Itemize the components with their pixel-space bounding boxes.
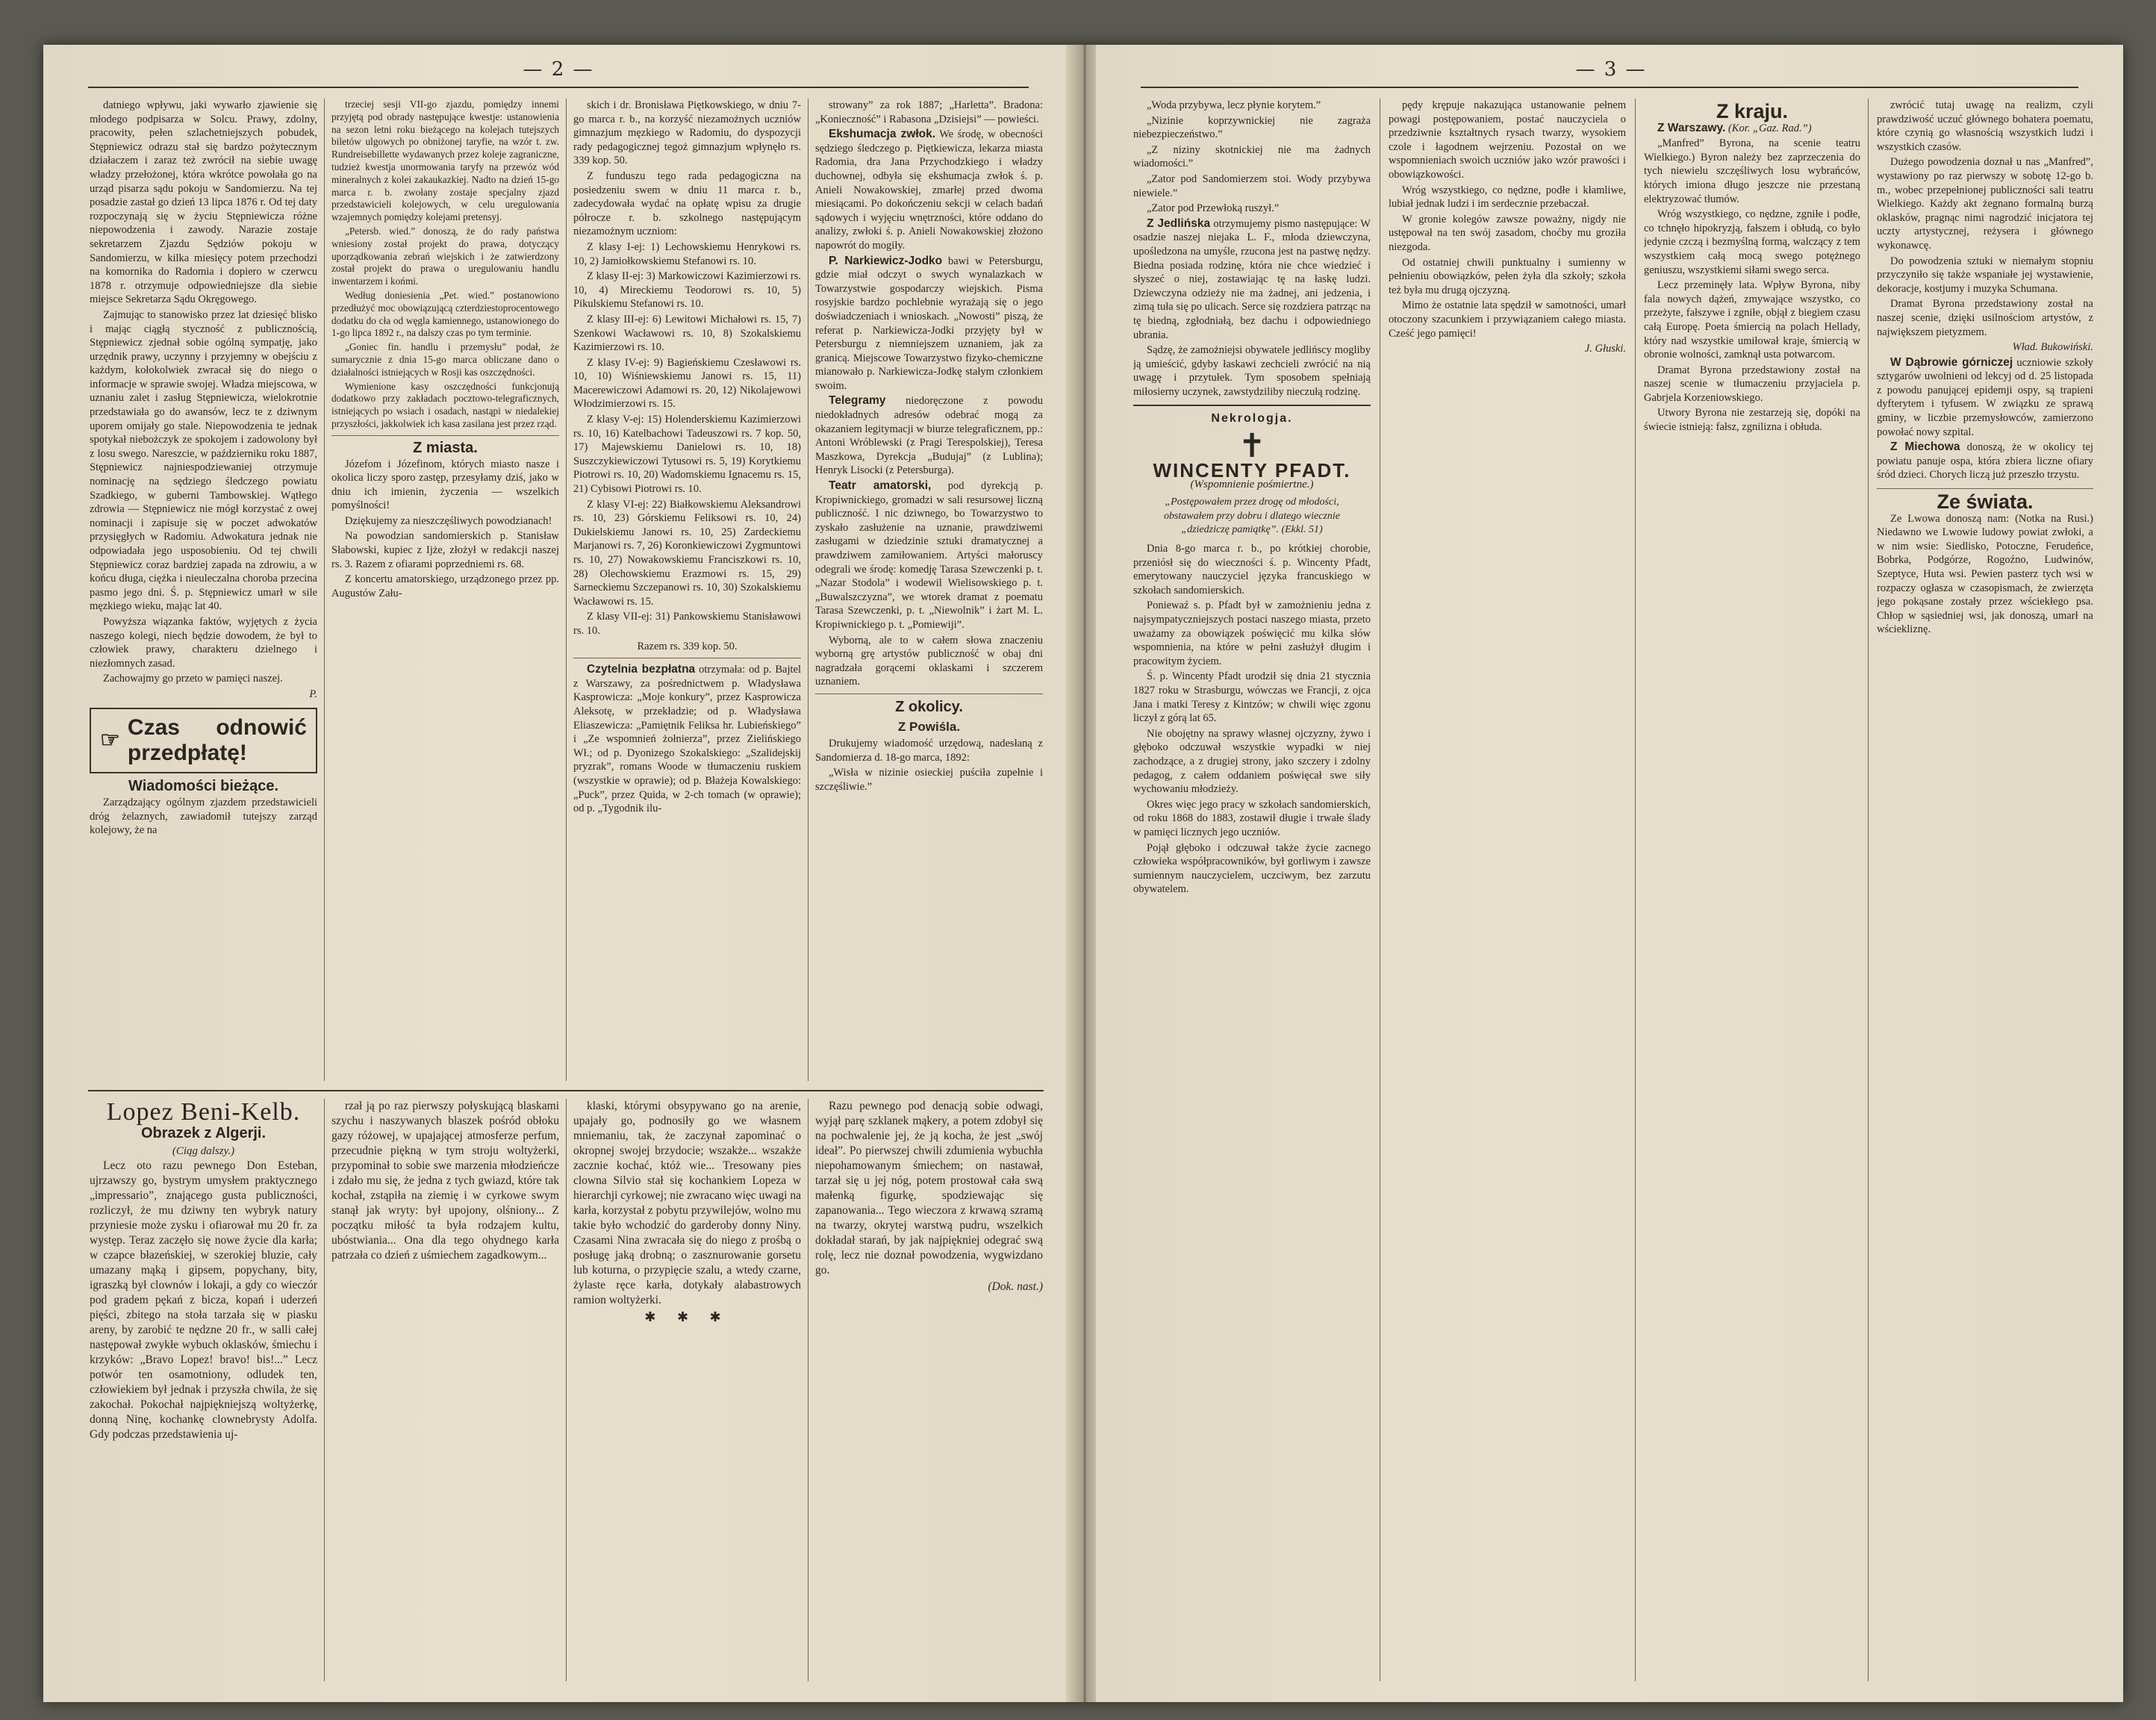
paragraph: uczniowie szkoły sztygarów uwolnieni od lekcyj od d. 25 listopada z powodu panującej epidemji ospy, są trapieni dyfterytem i tyfusem. W związku ze sprawą gminy, w liczbie przemysłowców, zamierzono powołać nowy szpital. bbox=[1877, 356, 2093, 438]
cross-icon: ✝ bbox=[1238, 428, 1266, 465]
column-divider bbox=[324, 1099, 325, 1681]
paragraph: Dziękujemy za nieszczęśliwych powodzianach! bbox=[345, 514, 552, 527]
paragraph: otrzymujemy pismo następujące: W osadzie naszej niejaka L. F., młoda dziewczyna, upośledzona na umyśle, rzucona jest na pastwę nędzy. Biedna posiada rodzinę, która nie chce wiedzieć i słyszeć o niej, zostawiając tę na łaskę ludzi. Dziewczyna odzieży nie ma żadnej, ani jedzenia, i zimą tuła się po ulicach. Serce się rozdziera patrząc na tę biedną, zgłodniałą, bez dachu i odpowiedniego ubrania. bbox=[1133, 217, 1371, 341]
paragraph: otrzymała: od p. Bajtel z Warszawy, za pośrednictwem p. Władysława Kasprowicza: „Moje konkury”, przez Kasprowicza Aleksotę, w przekładzie; od p. Władysława Eliaszewicza: „Pamiętnik Feliksa hr. Lubieńskiego” i „Ze wspomnień żołnierza”, przez Zielińskiego Wł.; od p. Dyonizego Szokalskiego: „Szalidejskij pryzrak”, romans Woode w tłumaczeniu ruskiem (wszystkie w oprawie); od p. Błażeja Kowalskiego: „Puck”, przez Quida, w 2-ch tomach (w oprawie); od p. „Tygodnik ilu- bbox=[573, 664, 801, 815]
paragraph: Z funduszu tego rada pedagogiczna na posiedzeniu swem w dniu 11 marca r. b., zadecydowała wydać na opłatę wpisu za drugie półrocze r. b. szkolnego następującym niezamożnym uczniom: bbox=[573, 169, 801, 238]
obituary-label: Nekrologja. bbox=[1211, 412, 1293, 426]
signature: P. bbox=[309, 688, 317, 700]
divider bbox=[1877, 488, 2093, 489]
paragraph: Wyborną, ale to w całem słowa znaczeniu wyborną grę artystów publiczność w obaj dni nagradzała gorącemi oklaskami i szczerem uznaniem. bbox=[815, 634, 1043, 688]
feuilleton-col-2 bbox=[331, 1099, 559, 1681]
paragraph: Według doniesienia „Pet. wied.” postanowiono przedłużyć moc obowiązującą czterdziestoprocentowego dodatku do cła od węgla kamiennego, ustanowionego do 1-go lipca 1892 r., na dalszy czas po tym terminie. bbox=[331, 289, 559, 339]
section-heading: Ekshumacja zwłok. bbox=[829, 128, 936, 141]
obituary-subtitle: (Wspomnienie pośmiertne.) bbox=[1190, 478, 1314, 490]
right-col-4 bbox=[1877, 99, 2093, 1681]
column-divider bbox=[566, 1099, 567, 1681]
paragraph: Razu pewnego pod denacją sobie odwagi, wyjął parę szklanek mąkery, a potem zdobył się na pochwalenie jej, że ją kocha, że jest „swój ideał”. Po pierwszej chwili zdumienia wybuchła niepohamowanym śmiechem; on nastawał, tarzał się u jej nóg, potem prostował cała swą małenką figurkę, spodziewając się zapanowania... Tego wieczora z krwawą szramą na twarzy, okrytej warstwą pudru, wszelkich dokładał starań, by jak najpiękniej odegrać swą rolę, lecz nie doznał powodzenia, wygwizdano go. bbox=[815, 1100, 1043, 1277]
paragraph: niedoręczone z powodu niedokładnych adresów odebrać mogą za okazaniem legitymacji w biurze telegraficznem, pp.: Antoni Wróblewski (z Pragi Terespolskiej), Teresa Maszkowa, Dyrekcja „Budujaj” (z Lublina); Henryk Lisocki (z Petersburga). bbox=[815, 395, 1043, 477]
paragraph: pędy krępuje nakazująca ustanowanie pełnem powagi postępowaniem, postać nauczyciela o przedziwnie kształtnych rysach twarzy, wysokiem czole i łagodnem wejrzeniu. Pozostał on we wspomnieniach swoich uczniów jako wzór prawości i obowiązkowości. bbox=[1389, 99, 1626, 181]
paragraph: Zachowajmy go przeto w pamięci naszej. bbox=[103, 673, 283, 685]
paragraph: „Z niziny skotnickiej nie ma żadnych wiadomości.” bbox=[1133, 143, 1371, 170]
left-col-2 bbox=[331, 99, 559, 1081]
paragraph: rzał ją po raz pierwszy połyskującą blaskami szychu i naszywanych blaszek pośród obłoku gazy różowej, w upajającej atmosferze perfum, przecudnie piękną w tym stroju woltyżerki, przypominał to sobie swe marzenia młodzieńcze i zdało mu się, że jedna z tych gwiazd, które tak kochał, zstąpiła na ziemię i w cyrkowe swym stanął jak wryty: był upojony, olśniony... Z początku miłość ta była rodzajem kultu, ubóstwiania... Ona dla tego ohydnego karła patrzała co dzień z uśmiechem zagadkowym... bbox=[331, 1100, 559, 1262]
section-heading: Wiadomości bieżące. bbox=[128, 777, 278, 794]
column-divider bbox=[1868, 99, 1869, 1681]
paragraph: Poniewaź s. p. Pfadt był w zamożnieniu jedna z najsympatyczniejszych postaci naszego miasta, przeto uważamy za obowiązek poświęcić mu kilka słów wspomnienia, na które w pełni zasłużył długim i pracowitym życiem. bbox=[1133, 599, 1371, 667]
paragraph: Z koncertu amatorskiego, urządzonego przez pp. Augustów Zału- bbox=[331, 573, 559, 599]
section-heading: W Dąbrowie górniczej bbox=[1890, 355, 2013, 369]
paragraph: Nie obojętny na sprawy własnej ojczyzny, żywo i głęboko odczuwał wszystkie wypadki w niej zachodzące, a z drugiej strony, jako szczery i zdolny pedagog, z całem oddaniem poświęcał swe siły wychowaniu młodzieży. bbox=[1133, 727, 1371, 796]
paragraph: W gronie kolegów zawsze poważny, nigdy nie ustępował na ten swój zasadom, choćby mu groziła niezgoda. bbox=[1389, 213, 1626, 253]
left-page bbox=[43, 45, 1074, 1702]
paragraph: bawi w Petersburgu, gdzie miał odczyt o swych wynalazkach w Towarzystwie gospodarczy wiejskich. Pisma rosyjskie bardzo pochlebnie wyrażają się o jego doświadczeniach i wnioskach. „Nowosti” piszą, że referat p. Narkiewicza-Jodki przyjęty był w Petersburgu z niemniejszem uznaniem, jak za granicą. Miejscowe Towarzystwo fizyko-chemiczne mianowało p. Narkiewicza-Jodkę stałym członkiem swoim. bbox=[815, 255, 1043, 392]
paragraph: „Manfred” Byrona, na scenie teatru Wielkiego.) Byron należy bez zaprzeczenia do tych niewielu szczęśliwych losu wybrańców, których imiona długo jeszcze nie przestaną elektryzować tłumów. bbox=[1644, 137, 1860, 205]
feuilleton-col-3 bbox=[573, 1099, 801, 1681]
paragraph: Ś. p. Wincenty Pfadt urodził się dnia 21 stycznia 1827 roku w Strasburgu, wówczas we Francji, z ojca Jana i matki Teresy z Kintzów; w chwili więc zgonu liczył z górą lat 65. bbox=[1133, 670, 1371, 725]
paragraph: Z klasy VI-ej: 22) Białkowskiemu Aleksandrowi rs. 10, 23) Górskiemu Feliksowi rs. 10, 24) Dukielskiemu Janowi rs. 10, 25) Zardeckiemu Marjanowi rs. 7, 26) Koronkiewiczowi Zygmuntowi rs. 10, 27) Nowakowskiemu Franciszkowi rs. 10, 28) Olechowskiemu Erazmowi rs. 15, 29) Sarneckiemu Szczepanowi rs. 10, 30) Szokalskiemu Wacławowi rs. 15. bbox=[573, 498, 801, 608]
paragraph: trzeciej sesji VII-go zjazdu, pomiędzy innemi przyjętą pod obrady następujące kwestje: ustanowienia na sezon letni roku bieżącego na kolejach tutejszych biletów ulgowych po obniżonej taryfie, na wzór t. zw. Rundreisebillette wydawanych przez koleje zagraniczne, tudzież kwestja unormowania taryfy na przewóz wód mineralnych z kolei zakaukazkiej. Nadto na dzień 15-go marca r. b. zwołany zostaje specjalny zjazd przedstawicieli kolejowych, w celu uregulowania wzajemnych pomiędzy kolejami pretensyj. bbox=[331, 99, 559, 223]
feuilleton-col-4 bbox=[815, 1099, 1043, 1681]
section-heading: Czytelnia bezpłatna bbox=[587, 663, 696, 676]
right-col-3 bbox=[1644, 99, 1860, 1681]
paragraph: „Woda przybywa, lecz płynie korytem.” bbox=[1147, 99, 1321, 111]
paragraph: pod dyrekcją p. Kropiwnickiego, gromadzi w sali resursowej liczną publiczność. I nic dziwnego, bo Towarzystwo to zyskało zasłużenie na uznanie, prawdziwemi zasługami w dziedzinie sztuki dramatycznej a prawdziwem zamiłowaniem. Artyści małoruscy odegrali we środę: komedję Tarasa Szewczenki p. t. „Nazar Stodola” i wodewil Wielisowskiego p. t. „Buwalszczyzna”, we wtorek dramat z poematu Tarasa Szewczenki, p. t. „Niewolnik” i żart M. L. Kropiwnickiego p. t. „Pomiewiji”. bbox=[815, 480, 1043, 631]
feuilleton-author: Lopez Beni-Kelb. bbox=[106, 1099, 301, 1126]
column-divider bbox=[566, 99, 567, 1081]
signature: Wład. Bukowiński. bbox=[2012, 341, 2093, 354]
paragraph: Wymienione kasy oszczędności funkcjonują dodatkowo przy zakładach pocztowo-telegraficznych, istniejących po wsiach i osadach, nastąpi w niedalekiej przyszłości, jakkolwiek ich kasa zasilana jest przez rząd. bbox=[331, 380, 559, 429]
paragraph: Do powodzenia sztuki w niemałym stopniu przyczyniło się także wspaniałe jej wystawienie, dekoracje, kostjumy i muzyka Schumana. bbox=[1877, 255, 2093, 295]
pointing-hand-icon: ☞ bbox=[100, 727, 120, 752]
right-col-2 bbox=[1389, 99, 1626, 1681]
paragraph: Mimo że ostatnie lata spędził w samotności, umarł otoczony szacunkiem i przywiązaniem całego miasta. Cześć jego pamięci! bbox=[1389, 299, 1626, 340]
paragraph: „Wisła w niziniе osieckiej puściła zupełnie i szczęśliwie.” bbox=[815, 767, 1043, 793]
paragraph: Wróg wszystkiego, co nędzne, zgniłe i podłe, co tchnęło hipokryzją, fałszem i obłudą, co było jedynie czczą i bezmyślną formą, walczący z tem wszystkiem całą mocą swego potężnego geniuszu, wszystkiemi siłami swego serca. bbox=[1644, 208, 1860, 276]
paragraph: Dnia 8-go marca r. b., po krótkiej chorobie, przeniósł się do wieczności ś. p. Wincenty Pfadt, emerytowany nauczyciel języka francuskiego w szkołach sandomierskich. bbox=[1133, 543, 1371, 596]
paragraph: Na powodzian sandomierskich p. Stanisław Słabowski, kupiec z Ijże, złożył w redakcji naszej rs. 3. Razem z ofiarami poprzedniemi rs. 68. bbox=[331, 530, 559, 570]
paragraph: Z klasy I-ej: 1) Lechowskiemu Henrykowi rs. 10, 2) Jamiołkowskiemu Stefanowi rs. 10. bbox=[573, 240, 801, 267]
obituary-name: WINCENTY PFADT. bbox=[1153, 459, 1351, 482]
paragraph: Lecz przeminęły lata. Wpływ Byrona, niby fala nowych dążeń, zmywające wszystko, co przeżyte, fałszywe i zgniłe, objął z biegiem czasu całą Europę. Poeta śmiercią na polach Hellady, który nad wszystkie umiłował kraje, śmiercią w obronie wolności, zamknął usta potwarcom. bbox=[1644, 279, 1860, 361]
paragraph: „Goniec fin. handlu i przemysłu” podał, że sumarycznie z dnia 15-go marca obliczane dano o działalności istniejących w Rosji kas oszczędności. bbox=[331, 341, 559, 378]
obituary-motto: „Postępowałem przez drogę od młodości, obstawałem przy dobru i dlatego wiecznie „dziedziczę pamiątkę”. (Ekkl. 51) bbox=[1163, 496, 1341, 536]
paragraph: Od ostatniej chwili punktualny i sumienny w pełnieniu obowiązków, pełen żyła dla szkoły; szkoła też była mu drugą ojczyzną. bbox=[1389, 256, 1626, 296]
feuilleton-subtitle: (Ciąg dalszy.) bbox=[172, 1145, 235, 1157]
page-number: — 2 — bbox=[523, 58, 594, 81]
right-col-1 bbox=[1133, 99, 1371, 1681]
paragraph: strowany” za rok 1887; „Harletta”. Bradona: „Konieczność” i Rabasona „Dzisiejsi” — powieści. bbox=[815, 99, 1043, 125]
section-subheading: Z Warszawy. bbox=[1657, 121, 1726, 134]
paragraph: Dramat Byrona przedstawiony został na naszej scenie, dzięki usilnościom artystów, z największem pietyzmem. bbox=[1877, 298, 2093, 338]
right-page bbox=[1096, 45, 2123, 1702]
section-heading: Z okolicy. bbox=[895, 698, 963, 715]
paragraph: Powyższa wiązanka faktów, wyjętych z życia naszego kolegi, niech będzie dowodem, że był to człowiek prawy, charakteru dzielnego i niezłomnych zasad. bbox=[90, 615, 317, 670]
header-rule bbox=[88, 87, 1029, 88]
newspaper-spread bbox=[43, 45, 2123, 1702]
paragraph: skich i dr. Bronisława Piętkowskiego, w dniu 7-go marca r. b., na korzyść niezamożnych uczniów gimnazjum męzkiego w Radomiu, do dyspozycji rady pedagogicznej tegoż gimnazjum wpłynęło rs. 339 kop. 50. bbox=[573, 99, 801, 167]
paragraph: Pojął głęboko i odczuwał także życie zacnego człowieka współpracowników, był gorliwym i zawsze sumiennym nauczycielem, uczciwym, bez zarzutu obywatelem. bbox=[1133, 841, 1371, 896]
paragraph: „Niziniе koprzywnickiej nie zagraża niebezpieczeństwo.” bbox=[1133, 114, 1371, 141]
paragraph: Sądzę, że zamożniejsi obywatele jedlińscy mogliby ją umieścić, gdyby łaskawi zechcieli zwrócić na nią uwagę i przytułek. Tym sposobem spełniają miłosierny uczynek, zawstydziliby nieczułą rodzinę. bbox=[1133, 344, 1371, 398]
left-col-4 bbox=[815, 99, 1043, 1081]
paragraph: Zajmując to stanowisko przez lat dziesięć blisko i mając ciągłą styczność z publicznością, Stępniewicz zjednał sobie ogólną sympatję, jako urzędnik prawy, uczynny i przyjemny w obejściu z każdym, kołokolwiek zwracał się do niego o informacje w sprawie swojej. Władza miejscowa, w uznaniu zalet i zasług Stępniewicza, wielokrotnie przedstawiała go do awansów, lecz te z dziwnym uporem omijały go stale. Niepowodzenia te jednak spotykał niebożczyk ze spokojem i zadowolony był z losu swego. Nareszcie, w październiku roku 1887, Stępniewicz najniespodziewaniej otrzymuje nominację na sędziego śledczego powiatu Szadkiego, w guberni Tambowskiej. Wątłego zdrowia — Stępniewicz nie mógł korzystać z owej nominacji i zapisuje się w poczet adwokatów przysięgłych w Radomiu. Adwokatura jednak nie odpowiadała jego usposobieniu. Od tej chwili Stępniewicz coraz bardziej zapada na zdrowiu, a w końcu długa, ciężka i nieuleczalna choroba przecina pasmo jego dni. Ś. p. Stępniewicz umarł w sile męzkiego wieku, mając lat 40. bbox=[90, 308, 317, 613]
section-heading: P. Narkiewicz-Jodko bbox=[829, 254, 943, 267]
page-number: — 3 — bbox=[1575, 58, 1647, 81]
signature: J. Głuski. bbox=[1584, 343, 1626, 355]
paragraph: Drukujemy wiadomość urzędową, nadesłaną z Sandomierza d. 18-go marca, 1892: bbox=[815, 738, 1043, 764]
paragraph: Razem rs. 339 kop. 50. bbox=[637, 640, 738, 652]
feuilleton-rule bbox=[88, 1090, 1044, 1091]
section-heading: Z Jedlińska bbox=[1147, 216, 1211, 230]
paragraph: Z klasy V-ej: 15) Holenderskiemu Kazimierzowi rs. 10, 16) Katelbachowi Tadeuszowi rs. 7 kop. 50, 17) Majewskiemu Danielowi rs. 10, 18) Suszczykiewiczowi Tytusowi rs. 5, 19) Korytkiemu Piotrowi rs. 10, 20) Wadomskiemu Ignacemu rs. 15, 21) Cybisowi Piotrowi rs. 10. bbox=[573, 414, 801, 496]
divider bbox=[1133, 405, 1371, 406]
paragraph: Utwory Byrona nie zestarzeją się, dopóki na świecie istnieją: fałsz, zgnilizna i obłuda. bbox=[1644, 407, 1860, 434]
paragraph: Z klasy VII-ej: 31) Pankowskiemu Stanisławowi rs. 10. bbox=[573, 611, 801, 637]
divider bbox=[331, 435, 559, 436]
left-col-1 bbox=[90, 99, 317, 1081]
source-note: (Kor. „Gaz. Rad.”) bbox=[1727, 122, 1812, 134]
paragraph: Okres więc jego pracy w szkołach sandomierskich, od roku 1868 do 1883, zostawił długie i trwałe ślady w pamięci licznych jego uczniów. bbox=[1133, 798, 1371, 838]
paragraph: Z klasy II-ej: 3) Markowiczowi Kazimierzowi rs. 10, 4) Mireckiemu Teodorowi rs. 10, 5) Pikulskiemu Stefanowi rs. 10. bbox=[573, 270, 801, 311]
section-heading: Ze świata. bbox=[1937, 490, 2034, 514]
subscription-notice: Czas odnowić przedpłatę! bbox=[127, 714, 307, 765]
paragraph: „Petersb. wied.” donoszą, że do rady państwa wniesiony został projekt do prawa, dotyczący uporządkowania zebrań wiejskich i że zatwierdzony został projekt do prawa o uregulowaniu handlu inwentarzem i końmi. bbox=[331, 225, 559, 287]
paragraph: Z klasy III-ej: 6) Lewitowi Michałowi rs. 15, 7) Szenkowi Wacławowi rs. 10, 8) Szokalskiemu Kazimierzowi rs. 10. bbox=[573, 313, 801, 354]
section-break-stars: ✱ ✱ ✱ bbox=[644, 1309, 730, 1324]
paragraph: Ze Lwowa donoszą nam: (Notka na Rusi.) Niedawno we Lwowie ludowy powiat zwłoki, a w nim wsie: Siedlisko, Potoczne, Ferudeńce, Bobrka, Podgórze, Rogoźno, Ludwinów, Szeptyce, Huta wsi. Pewien pasterz tych wsi w rozpaczy ogłasza w czasopismach, że zwierzęta jego pokąsane zostały przez wściekłego psa. Chłop w sąsiedniej wsi, jak donoszą, umarł na wściekliznę. bbox=[1877, 512, 2093, 636]
column-divider bbox=[324, 99, 325, 1081]
paragraph: Józefom i Józefinom, których miasto nasze i okolica liczy sporo zastęp, przesyłamy dziś, jako w dniu ich imienin, życzenia — wszelkich pomyślności! bbox=[331, 458, 559, 512]
column-divider bbox=[1635, 99, 1636, 1681]
paragraph: We środę, w obecności sędziego śledczego p. Piętkiewicza, lekarza miasta Radomia, dra Jana Przychodzkiego i władzy duchownej, odbyła się ekshumacja zwłok ś. p. Anieli Nowakowskiej, zmarłej przed dwoma miesiącami. Po dokończeniu sekcji w celach badań sądowych i wyjęciu wnętrzności, które oddano do analizy, zwłoki ś. p. Anieli Nowakowskiej złożono napowrót do mogiły. bbox=[815, 128, 1043, 252]
paragraph: Dużego powodzenia doznał u nas „Manfred”, wystawiony po raz pierwszy w sobotę 12-go b. m., wobec przepełnionej publiczności sali teatru Wielkiego. Każdy akt żegnano formalną burzą oklasków, pragnąc nimi nagrodzić inicjatora tej uczty artystycznej, reżysera i głównego wykonawcę. bbox=[1877, 156, 2093, 252]
paragraph: Dramat Byrona przedstawiony został na naszej scenie w tłumaczeniu przyjaciela p. Gabrjela Korzeniowskiego. bbox=[1644, 364, 1860, 404]
section-heading: Telegramy bbox=[829, 394, 886, 408]
section-heading: Z kraju. bbox=[1716, 100, 1789, 122]
paragraph: datniego wpływu, jaki wywarło zjawienie się młodego podpisarza w Solcu. Prawy, zdolny, pracowity, pełen szlachetniejszych pobudek, Stępniewicz odrazu stał się bardzo pożytecznym działaczem i zaraz też zwrócił na siebie uwagę władzy przełożonej, która wkrótce powołała go na urząd pisarza sądu pokoju w Sandomierzu. Na tej posadzie zastał go dzień 13 lipca 1876 r. Od tej daty rozpoczynają się w życiu Stępniewicza różne niepowodzenia i zawody. Narazie zostaje sekretarzem Zjazdu Sędziów pokoju w Sandomierzu, w kilka miesięcy potem przechodzi na komornika do Radomia i dopiero w czerwcu 1878 r. otrzymuje odpowiedniejsze dla siebie miejsce Sekretarza Sądu Okręgowego. bbox=[90, 99, 317, 306]
section-heading: Z Miechowa bbox=[1890, 440, 1960, 454]
paragraph: zwrócić tutaj uwagę na realizm, czyli prawdziwość uczuć głównego bohatera poematu, które czynią go własnością wszystkich ludzi i wszystkich czasów. bbox=[1877, 99, 2093, 153]
section-heading: Teatr amatorski, bbox=[829, 479, 932, 493]
left-col-3 bbox=[573, 99, 801, 1081]
section-heading: Z miasta. bbox=[413, 439, 478, 456]
paragraph: Wróg wszystkiego, co nędzne, podłe i kłamliwe, lubiał jednak ludzi i im serdecznie przebaczał. bbox=[1389, 184, 1626, 211]
paragraph: klaski, którymi obsypywano go na arenie, upajały go, podnosiły go we własnem mniemaniu, tak, że zaczynał zapominać o okropnej swojej brzydocie; wszakże... wszakże zacznie kochać, któż wie... Tresowany pies clowna Silvio stał się kochankiem Lopeza w hierarchji cyrkowej; nie zwracano więc uwagi na karła, korzystał z pobytu przywilejów, wolno mu takie było wchodzić do garderoby donny Niny. Czasami Nina zwracała się do niego z prośbą o posługę jaką drobną; o zasznurowanie gorsetu lub koturna, o przypięcie szalu, a wtedy czarne, żylaste ręce karła, dotykały alabastrowych ramion woltyżerki. bbox=[573, 1100, 801, 1306]
paragraph: „Zator pod Przewłoką ruszył.” bbox=[1147, 202, 1280, 215]
feuilleton-col-1 bbox=[90, 1099, 317, 1681]
paragraph: Zarządzający ogólnym zjazdem przedstawicieli dróg żelaznych, zawiadomił tutejszy zarząd kolejowy, że na bbox=[90, 797, 317, 837]
paragraph: Z klasy IV-ej: 9) Bagieńskiemu Czesławowi rs. 10, 10) Wiśniewskiemu Janowi rs. 15, 11) Macerewiczowi Adamowi rs. 20, 12) Nikolajewowi Włodzimierzowi rs. 15. bbox=[573, 356, 801, 411]
continuation-note: (Dok. nast.) bbox=[988, 1280, 1043, 1293]
subscription-notice-box bbox=[90, 708, 317, 773]
feuilleton-title: Obrazek z Algerji. bbox=[140, 1125, 267, 1141]
paragraph: „Zator pod Sandomierzem stoi. Wody przybywa niewiele.” bbox=[1133, 172, 1371, 199]
header-rule bbox=[1141, 87, 2078, 88]
paragraph: Lecz oto razu pewnego Don Esteban, ujrzawszy go, bystrym umysłem praktycznego „impressario”, znającego gusta publiczności, rozliczył, że mu dziwny ten wybryk natury przyniesie może zysku i ofiarował mu 20 fr. za występ. Teraz zaczęło się nowe życie dla karła; w czapce błazeńskiej, w szerokiej bluzie, cały umazany mąką i gipsem, popychany, bity, igraszką był clownów i lokaji, a gdy co wieczór pod gradem pękań z bicza, kopań i uderzeń pięści, zbitego na stoła tarzała się w piasku areny, by zarobić te nędzne 20 fr., w salli całej następował zwykłe wybuch oklasków, śmiechu i krzyków: „Bravo Lopez! bravo! bis!...” Lecz potwór ten osamotniony, odludek ten, człowiekiem był jednak i przyszła chwila, że się zakochał. Pokochał najpiękniejszą woltyżerkę, donną Ninę, kochankę clownebrysty Adolfa. Gdy podczas przedstawienia uj- bbox=[90, 1159, 317, 1441]
paragraph: donoszą, że w okolicy tej powiatu panuje ospa, która zbiera liczne ofiary śród dzieci. Chorych liczą już przeszło trzystu. bbox=[1877, 441, 2093, 482]
section-subheading: Z Powiśla. bbox=[897, 719, 961, 734]
